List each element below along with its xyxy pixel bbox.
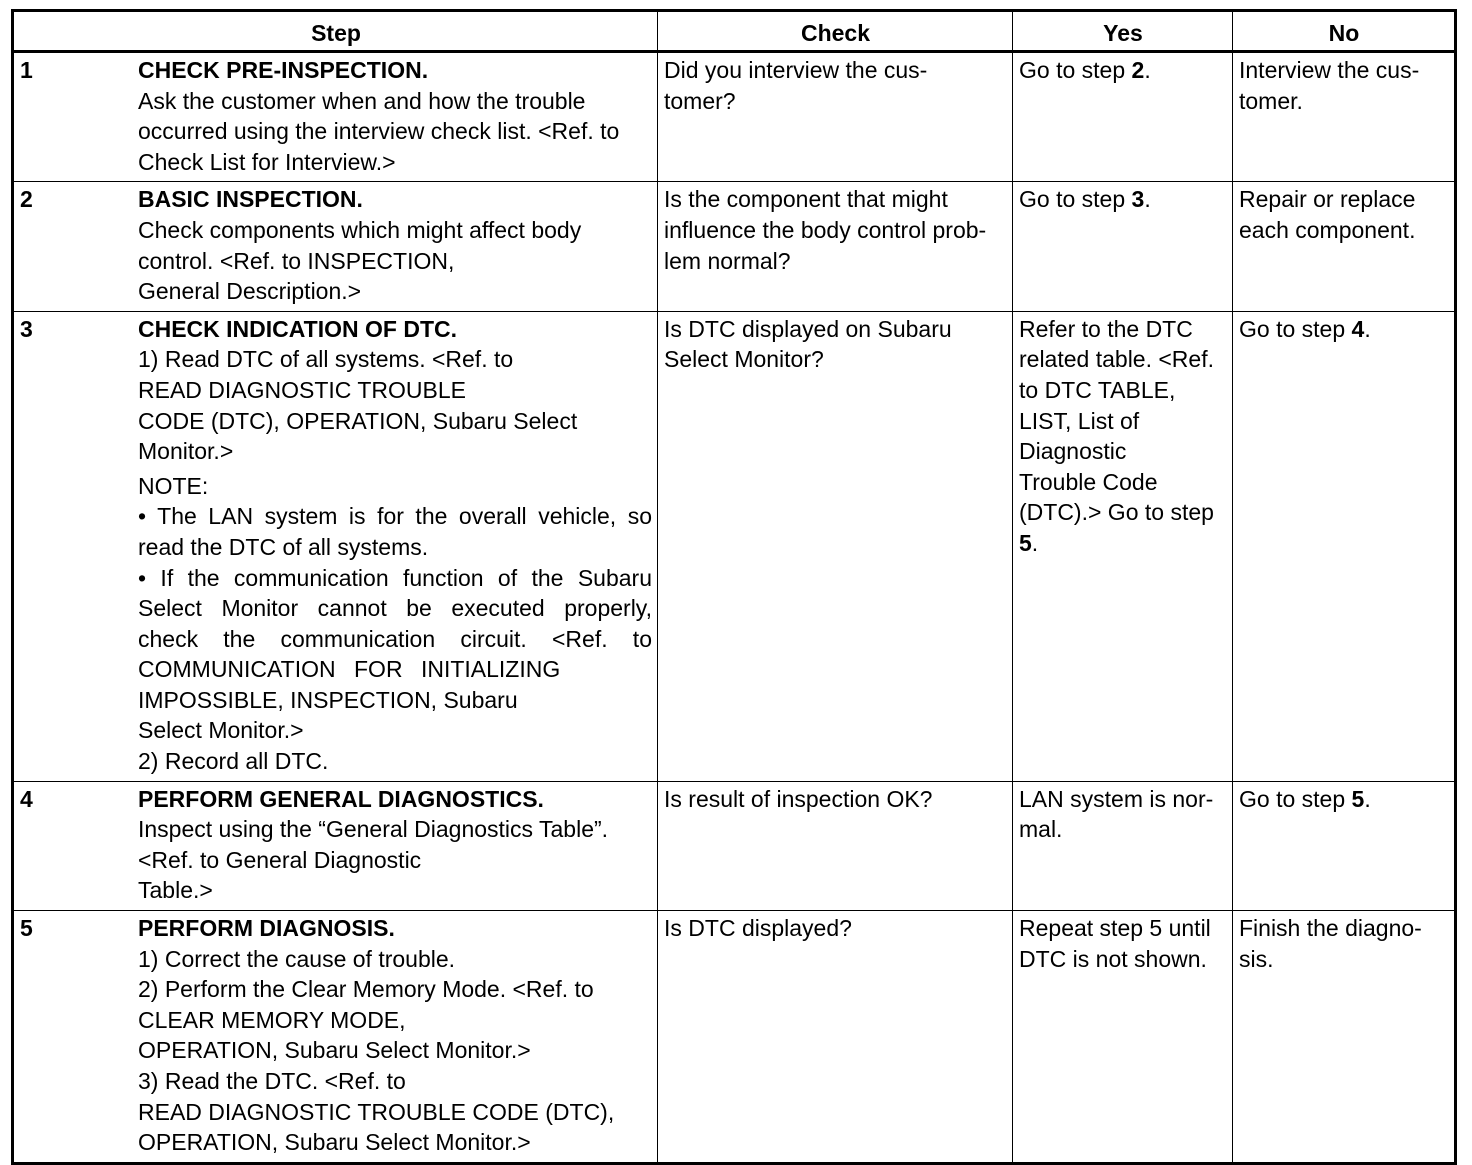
yes-cell — [1013, 311, 1233, 781]
step-number: 4 — [20, 785, 33, 812]
table-row — [13, 182, 1456, 311]
yes-step-ref: 2 — [1131, 57, 1145, 83]
step-line: Inspect using the “General Diagnostics Table”. — [138, 816, 609, 843]
no-text: Go to step — [1239, 785, 1352, 812]
check-line: Did you interview the cus- — [664, 57, 928, 83]
step-line: OPERATION, Subaru Select Monitor.> — [138, 1037, 531, 1064]
header-yes: Yes — [1013, 11, 1233, 52]
no-cell — [1233, 311, 1456, 781]
check-line: Is the component that might — [664, 186, 948, 213]
step-description — [138, 913, 652, 1158]
step-cell — [13, 52, 658, 182]
step-number: 2 — [20, 186, 33, 213]
step-line: Monitor.> — [138, 438, 234, 465]
step-line: READ DIAGNOSTIC TROUBLE CODE (DTC), — [138, 1098, 615, 1125]
yes-line: Diagnostic — [1019, 438, 1127, 465]
no-line: Repair or replace — [1239, 186, 1416, 213]
no-line: Finish the diagno- — [1239, 915, 1422, 942]
no-text: Go to step — [1239, 315, 1352, 342]
yes-line: Repeat step 5 until — [1019, 915, 1211, 942]
step-title: CHECK INDICATION OF DTC. — [138, 315, 458, 342]
step-line: 1) Correct the cause of trouble. — [138, 945, 456, 972]
yes-line: DTC is not shown. — [1019, 945, 1207, 972]
yes-line: LAN system is nor- — [1019, 785, 1214, 812]
note-line: 2) Record all DTC. — [138, 748, 329, 775]
step-line: <Ref. to General Diagnostic — [138, 846, 422, 873]
no-line: each component. — [1239, 216, 1416, 243]
no-step-ref: 4 — [1351, 315, 1365, 342]
note-line: • The LAN system is for the overall vehicle, so — [138, 503, 652, 530]
check-line: lem normal? — [664, 247, 791, 274]
header-step: Step — [13, 11, 658, 52]
note-line: check the communication circuit. <Ref. to — [138, 625, 652, 652]
step-line: occurred using the interview check list. <Ref. to — [138, 118, 620, 145]
step-cell — [13, 311, 658, 781]
yes-suffix: . — [1144, 186, 1151, 213]
step-description — [138, 784, 652, 906]
yes-line: (DTC).> Go to step — [1019, 499, 1214, 526]
yes-suffix: . — [1144, 57, 1151, 83]
step-line: READ DIAGNOSTIC TROUBLE — [138, 376, 467, 403]
step-number: 1 — [20, 57, 33, 83]
header-no: No — [1233, 11, 1456, 52]
yes-cell — [1013, 781, 1233, 910]
step-number: 3 — [20, 315, 33, 342]
no-step-ref: 5 — [1351, 785, 1365, 812]
step-title: PERFORM DIAGNOSIS. — [138, 915, 395, 942]
step-line: Check List for Interview.> — [138, 148, 396, 175]
step-cell — [13, 182, 658, 311]
yes-line: related table. <Ref. — [1019, 346, 1214, 373]
yes-step-ref: 3 — [1131, 186, 1145, 213]
diagnostic-procedure-table — [11, 9, 1457, 1165]
check-line: Is result of inspection OK? — [664, 785, 933, 812]
yes-text: Go to step — [1019, 186, 1132, 213]
no-cell — [1233, 781, 1456, 910]
step-title: CHECK PRE-INSPECTION. — [138, 57, 429, 83]
check-cell — [658, 911, 1013, 1164]
check-line: influence the body control prob- — [664, 216, 987, 243]
table-row — [13, 311, 1456, 781]
step-line: 2) Perform the Clear Memory Mode. <Ref. to — [138, 976, 594, 1003]
no-cell — [1233, 182, 1456, 311]
yes-line: LIST, List of — [1019, 407, 1140, 434]
no-suffix: . — [1364, 315, 1371, 342]
step-description — [138, 184, 652, 306]
note-line: read the DTC of all systems. — [138, 533, 429, 560]
no-line: sis. — [1239, 945, 1274, 972]
step-line: 3) Read the DTC. <Ref. to — [138, 1068, 406, 1094]
table-header-row — [13, 11, 1456, 52]
table-row — [13, 911, 1456, 1164]
table-row — [13, 52, 1456, 182]
yes-line: to DTC TABLE, — [1019, 376, 1176, 403]
note-label: NOTE: — [138, 472, 209, 499]
step-line: CODE (DTC), OPERATION, Subaru Select — [138, 407, 578, 434]
step-cell — [13, 911, 658, 1164]
step-number: 5 — [20, 915, 33, 942]
step-line: Table.> — [138, 877, 213, 904]
check-line: tomer? — [664, 87, 736, 114]
note-line: Select Monitor cannot be executed properly, — [138, 595, 652, 622]
check-line: Is DTC displayed on Subaru — [664, 315, 952, 342]
no-line: Interview the cus- — [1239, 57, 1420, 83]
table-row — [13, 781, 1456, 910]
step-line: 1) Read DTC of all systems. <Ref. to — [138, 346, 514, 373]
step-line: CLEAR MEMORY MODE, — [138, 1006, 406, 1033]
note-line: IMPOSSIBLE, INSPECTION, Subaru — [138, 686, 518, 713]
check-line: Is DTC displayed? — [664, 915, 852, 942]
step-cell — [13, 781, 658, 910]
step-line: control. <Ref. to INSPECTION, — [138, 247, 455, 274]
step-title: BASIC INSPECTION. — [138, 186, 363, 213]
no-suffix: . — [1364, 785, 1371, 812]
step-line: Ask the customer when and how the trouble — [138, 87, 586, 114]
check-line: Select Monitor? — [664, 346, 824, 373]
no-line: tomer. — [1239, 87, 1303, 114]
check-cell — [658, 781, 1013, 910]
step-line: OPERATION, Subaru Select Monitor.> — [138, 1129, 531, 1156]
note-line: Select Monitor.> — [138, 717, 304, 744]
yes-suffix: . — [1031, 529, 1039, 556]
yes-line: Trouble Code — [1019, 468, 1158, 495]
header-check: Check — [658, 11, 1013, 52]
no-cell — [1233, 52, 1456, 182]
check-cell — [658, 52, 1013, 182]
check-cell — [658, 182, 1013, 311]
no-cell — [1233, 911, 1456, 1164]
yes-cell — [1013, 52, 1233, 182]
note-line: COMMUNICATION FOR INITIALIZING — [138, 656, 561, 683]
yes-cell — [1013, 911, 1233, 1164]
note-line: • If the communication function of the Subaru — [138, 564, 652, 591]
step-line: Check components which might affect body — [138, 216, 582, 243]
step-line: General Description.> — [138, 278, 362, 305]
step-description — [138, 314, 652, 777]
yes-text: Go to step — [1019, 57, 1132, 83]
step-title: PERFORM GENERAL DIAGNOSTICS. — [138, 785, 544, 812]
check-cell — [658, 311, 1013, 781]
yes-line: mal. — [1019, 816, 1063, 843]
yes-step-ref: 5 — [1019, 529, 1032, 556]
yes-line: Refer to the DTC — [1019, 315, 1193, 342]
step-description — [138, 55, 652, 177]
yes-cell — [1013, 182, 1233, 311]
